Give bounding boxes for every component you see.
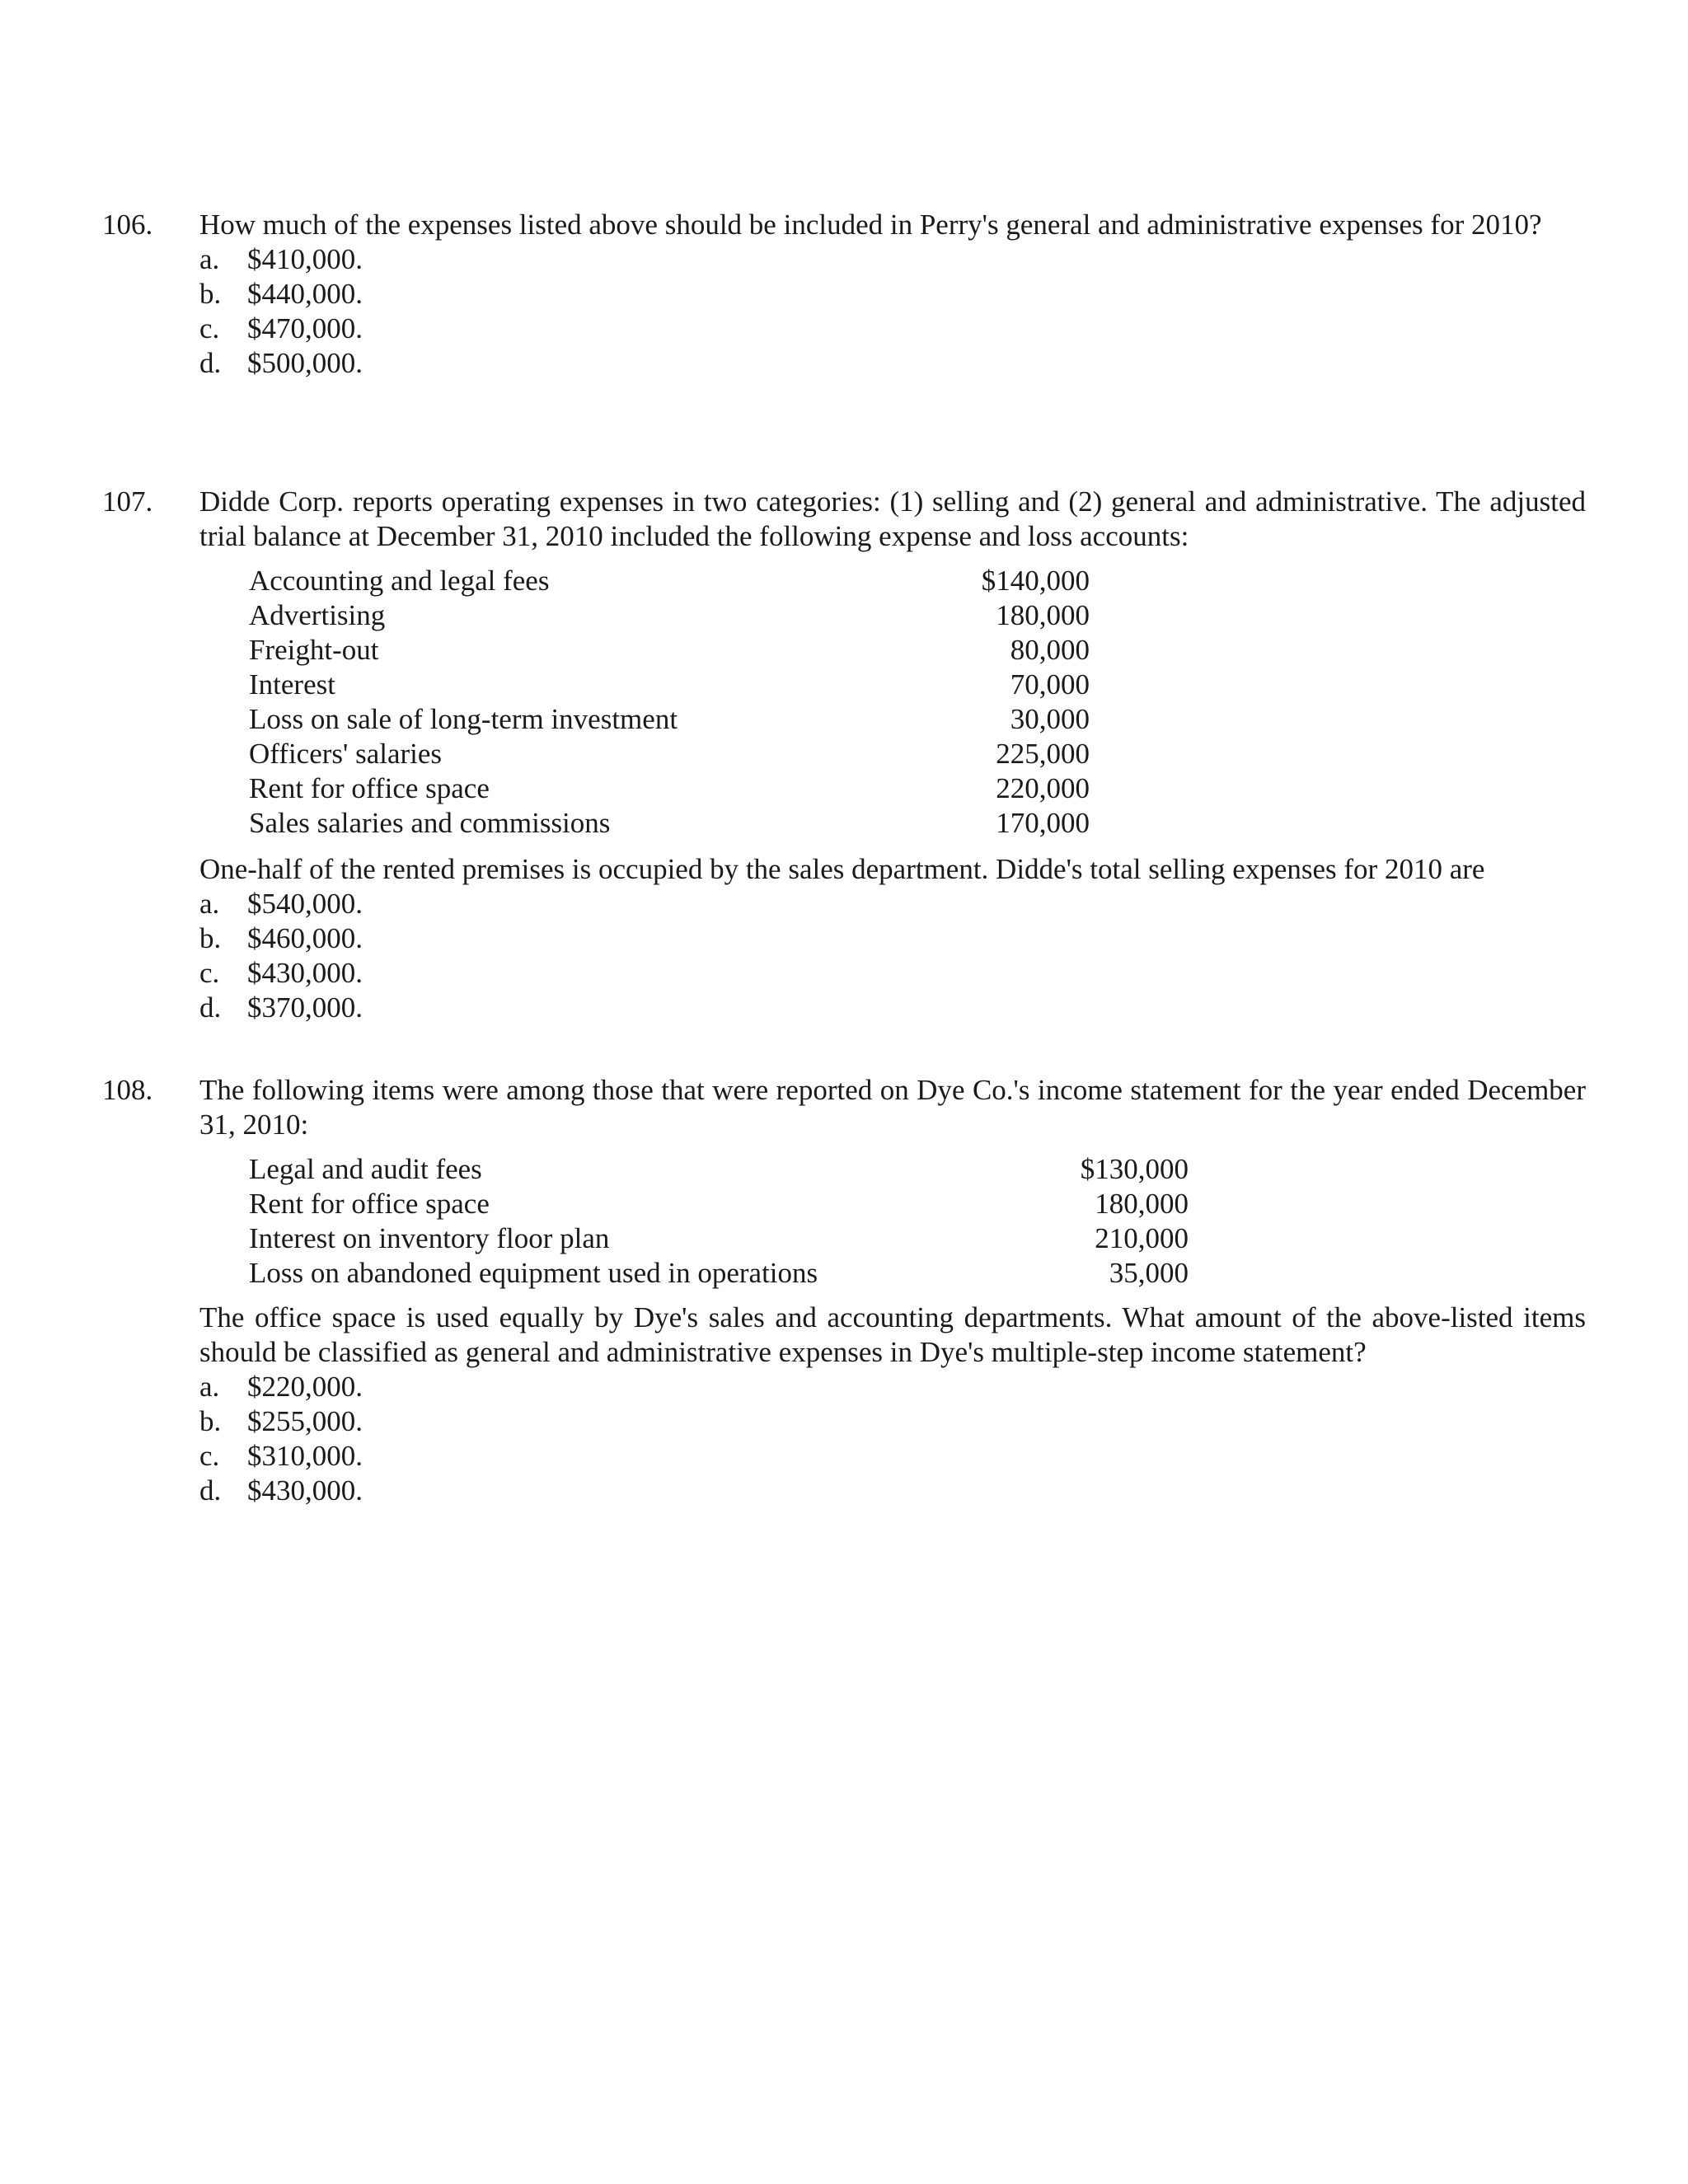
option-letter: d.: [199, 991, 222, 1024]
option-text: $370,000.: [247, 991, 363, 1024]
table-row: [249, 737, 1090, 771]
expense-label: Sales salaries and commissions: [249, 807, 611, 839]
table-row: [249, 806, 1090, 841]
expense-amount: 180,000: [1095, 1188, 1189, 1220]
option-letter: b.: [199, 278, 222, 310]
expense-label: Interest: [249, 668, 335, 701]
question-stem: The following items were among those that were reported on Dye Co.'s income statement for the year ended December 31, 2010:: [199, 1074, 1586, 1141]
option-text: $430,000.: [247, 1474, 363, 1507]
option-letter: a.: [199, 888, 220, 920]
answer-option-d[interactable]: [199, 346, 1586, 381]
expense-label: Loss on abandoned equipment used in operations: [249, 1257, 818, 1289]
expense-amount: 180,000: [996, 599, 1090, 631]
question-number: 106.: [102, 209, 153, 241]
table-row: [249, 1187, 1189, 1221]
expense-amount: 35,000: [1109, 1257, 1189, 1289]
answer-option-c[interactable]: [199, 956, 1586, 991]
question-stem: How much of the expenses listed above should be included in Perry's general and administrative expenses for 2010?: [199, 209, 1542, 241]
answer-options: [199, 242, 1586, 381]
expense-amount: $140,000: [981, 565, 1090, 597]
option-letter: c.: [199, 1440, 220, 1472]
option-text: $470,000.: [247, 312, 363, 344]
expense-label: Advertising: [249, 599, 386, 631]
answer-option-c[interactable]: [199, 1439, 1586, 1474]
expense-amount: 170,000: [996, 807, 1090, 839]
option-text: $500,000.: [247, 347, 363, 379]
answer-option-a[interactable]: [199, 887, 1586, 921]
option-letter: d.: [199, 347, 222, 379]
expense-amount: 30,000: [1010, 703, 1090, 735]
table-row: [249, 702, 1090, 737]
expense-label: Loss on sale of long-term investment: [249, 703, 678, 735]
expense-amount: 80,000: [1010, 634, 1090, 666]
question-body: [199, 1073, 1586, 1508]
answer-option-c[interactable]: [199, 312, 1586, 346]
option-text: $440,000.: [247, 278, 363, 310]
table-row: [249, 1152, 1189, 1187]
option-text: $430,000.: [247, 957, 363, 989]
expense-label: Rent for office space: [249, 1188, 490, 1220]
table-row: [249, 668, 1090, 702]
question-body: [199, 485, 1586, 1025]
expense-table: [249, 1152, 1189, 1291]
answer-option-d[interactable]: [199, 991, 1586, 1025]
option-letter: a.: [199, 243, 220, 275]
expense-label: Interest on inventory floor plan: [249, 1222, 610, 1254]
expense-amount: 210,000: [1095, 1222, 1189, 1254]
question-number: 108.: [102, 1074, 153, 1106]
answer-options: [199, 887, 1586, 1025]
option-letter: b.: [199, 1405, 222, 1437]
question-108: [102, 1073, 1586, 1508]
question-note: The office space is used equally by Dye's sales and accounting departments. What amount of the above-listed items should be classified as general and administrative expenses in Dye's multiple-step income statement?: [199, 1301, 1586, 1368]
option-letter: a.: [199, 1371, 220, 1403]
option-letter: c.: [199, 312, 220, 344]
expense-label: Rent for office space: [249, 772, 490, 804]
answer-option-b[interactable]: [199, 1404, 1586, 1439]
question-body: [199, 208, 1586, 381]
answer-option-d[interactable]: [199, 1474, 1586, 1508]
expense-label: Officers' salaries: [249, 738, 443, 770]
option-text: $410,000.: [247, 243, 363, 275]
question-number: 107.: [102, 485, 153, 518]
table-row: [249, 1256, 1189, 1291]
answer-option-b[interactable]: [199, 277, 1586, 312]
table-row: [249, 564, 1090, 598]
table-row: [249, 1221, 1189, 1256]
expense-amount: 70,000: [1010, 668, 1090, 701]
table-row: [249, 771, 1090, 806]
expense-label: Accounting and legal fees: [249, 565, 550, 597]
answer-option-a[interactable]: [199, 1370, 1586, 1404]
question-107: [102, 485, 1586, 1025]
option-letter: c.: [199, 957, 220, 989]
option-text: $310,000.: [247, 1440, 363, 1472]
option-letter: b.: [199, 922, 222, 954]
table-row: [249, 633, 1090, 668]
answer-option-a[interactable]: [199, 242, 1586, 277]
option-text: $460,000.: [247, 922, 363, 954]
question-106: [102, 208, 1586, 381]
table-row: [249, 598, 1090, 633]
option-text: $255,000.: [247, 1405, 363, 1437]
option-text: $220,000.: [247, 1371, 363, 1403]
expense-label: Freight-out: [249, 634, 379, 666]
option-text: $540,000.: [247, 888, 363, 920]
expense-amount: 225,000: [996, 738, 1090, 770]
question-stem: Didde Corp. reports operating expenses in two categories: (1) selling and (2) general and administrative. The adjusted trial balance at December 31, 2010 included the following expense and loss accounts:: [199, 485, 1586, 552]
question-note: One-half of the rented premises is occupied by the sales department. Didde's total selling expenses for 2010 are: [199, 853, 1485, 885]
option-letter: d.: [199, 1474, 222, 1507]
answer-option-b[interactable]: [199, 921, 1586, 956]
answer-options: [199, 1370, 1586, 1508]
expense-label: Legal and audit fees: [249, 1153, 482, 1185]
expense-table: [249, 564, 1090, 841]
expense-amount: 220,000: [996, 772, 1090, 804]
expense-amount: $130,000: [1080, 1153, 1189, 1185]
